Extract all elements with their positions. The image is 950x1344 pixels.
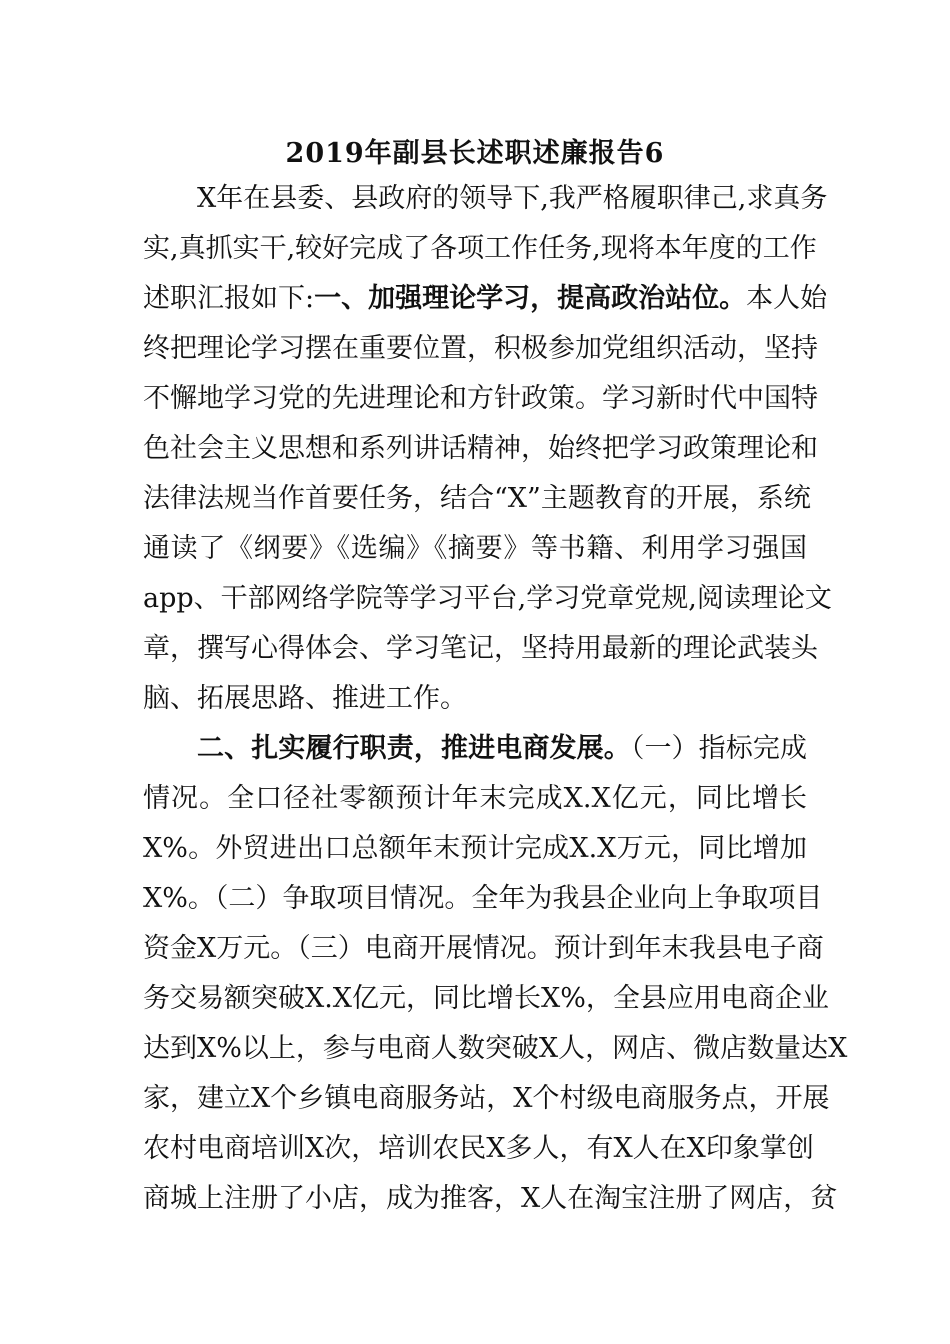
body-line: 情况。全口径社零额预计年末完成X.X亿元，同比增长 bbox=[143, 783, 807, 814]
body-line-with-heading bbox=[197, 724, 807, 774]
body-text: 本人始 bbox=[746, 283, 828, 314]
body-line: 终把理论学习摆在重要位置，积极参加党组织活动，坚持 bbox=[143, 333, 818, 364]
body-text: 述职汇报如下: bbox=[143, 283, 315, 314]
body-line: 农村电商培训X次，培训农民X多人，有X人在X印象掌创 bbox=[143, 1133, 814, 1164]
section-heading-2: 二、扎实履行职责，推进电商发展。 bbox=[197, 733, 631, 764]
body-line: 色社会主义思想和系列讲话精神，始终把学习政策理论和 bbox=[143, 433, 818, 464]
body-line: 脑、拓展思路、推进工作。 bbox=[143, 683, 467, 714]
body-line: 法律法规当作首要任务，结合“X”主题教育的开展，系统 bbox=[143, 483, 811, 514]
body-line: X%。（二）争取项目情况。全年为我县企业向上争取项目 bbox=[143, 883, 823, 914]
body-line: 实,真抓实干,较好完成了各项工作任务,现将本年度的工作 bbox=[143, 233, 817, 264]
body-line: X%。外贸进出口总额年末预计完成X.X万元，同比增加 bbox=[143, 833, 807, 864]
body-line-with-heading bbox=[143, 274, 828, 324]
body-line: 商城上注册了小店，成为推客，X人在淘宝注册了网店，贫 bbox=[143, 1183, 838, 1214]
section-heading-1: 一、加强理论学习，提高政治站位。 bbox=[314, 283, 747, 314]
document-title: 2019年副县长述职述廉报告6 bbox=[285, 138, 665, 169]
body-line: 资金X万元。（三）电商开展情况。预计到年末我县电子商 bbox=[143, 933, 824, 964]
body-line: 章，撰写心得体会、学习笔记，坚持用最新的理论武装头 bbox=[143, 633, 818, 664]
body-line: 通读了《纲要》《选编》《摘要》等书籍、利用学习强国 bbox=[143, 533, 807, 564]
body-text: （一）指标完成 bbox=[630, 733, 808, 764]
body-line: 家，建立X个乡镇电商服务站，X个村级电商服务点，开展 bbox=[143, 1083, 830, 1114]
body-line: X年在县委、县政府的领导下,我严格履职律己,求真务 bbox=[197, 183, 828, 214]
body-line: 不懈地学习党的先进理论和方针政策。学习新时代中国特 bbox=[143, 383, 818, 414]
body-line: 达到X%以上，参与电商人数突破X人，网店、微店数量达X bbox=[143, 1033, 848, 1064]
body-line: 务交易额突破X.X亿元，同比增长X%，全县应用电商企业 bbox=[143, 983, 829, 1014]
body-line: app、干部网络学院等学习平台,学习党章党规,阅读理论文 bbox=[143, 583, 832, 614]
